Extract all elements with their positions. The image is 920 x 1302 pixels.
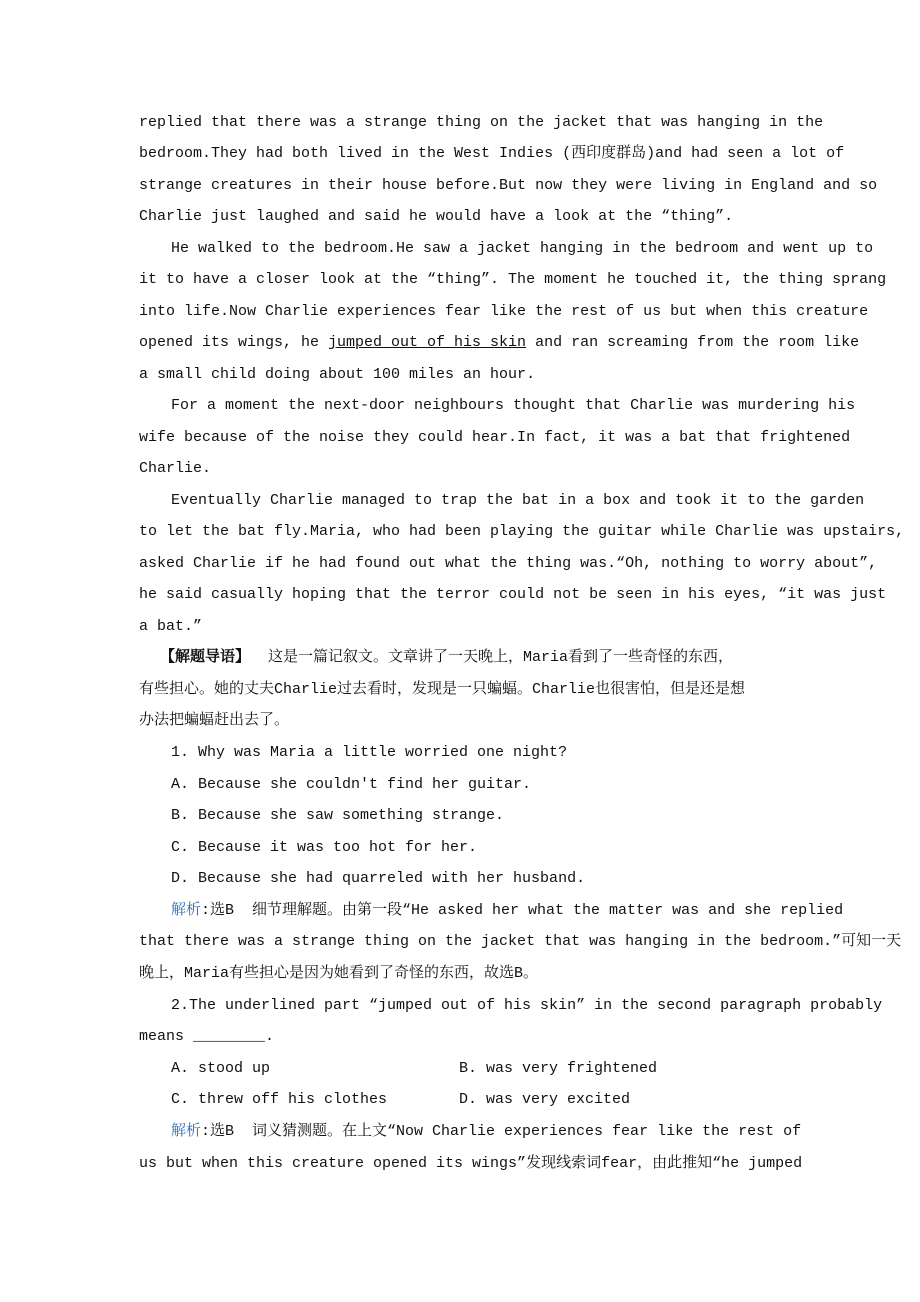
underlined-phrase: jumped out of his skin (328, 334, 527, 351)
passage-line: For a moment the next-door neighbours thought that Charlie was murdering his (171, 397, 856, 414)
passage-line: into life.Now Charlie experiences fear like the rest of us but when this creature (139, 303, 869, 320)
question-stem: 2.The underlined part “jumped out of his skin” in the second paragraph probably (171, 997, 883, 1014)
analysis-line: that there was a strange thing on the jacket that was hanging in the bedroom.”可知一天 (139, 933, 902, 950)
passage-line: Eventually Charlie managed to trap the bat in a box and took it to the garden (171, 492, 865, 509)
passage-line: He walked to the bedroom.He saw a jacket hanging in the bedroom and went up to (171, 240, 874, 257)
guide-tag: 【解题导语】 (160, 649, 251, 666)
guide-line (160, 648, 733, 668)
passage-line: to let the bat fly.Maria, who had been playing the guitar while Charlie was upstairs, (139, 523, 905, 540)
passage-line: Charlie. (139, 460, 212, 477)
guide-line: 办法把蝙蝠赶出去了。 (139, 712, 290, 729)
passage-line: a small child doing about 100 miles an hour. (139, 366, 536, 383)
option-c: C. threw off his clothes (171, 1091, 388, 1108)
passage-line: he said casually hoping that the terror could not be seen in his eyes, “it was just (139, 586, 887, 603)
analysis-line: us but when this creature opened its wings”发现线索词fear，由此推知“he jumped (139, 1155, 803, 1172)
question-stem: means ________. (139, 1028, 275, 1045)
passage-line: it to have a closer look at the “thing”. The moment he touched it, the thing sprang (139, 271, 887, 288)
analysis-label: 解析 (171, 1123, 202, 1140)
analysis-text: :选B 词义猜测题。在上文“Now Charlie experiences fear like the rest of (201, 1123, 802, 1140)
passage-line: strange creatures in their house before.But now they were living in England and so (139, 177, 878, 194)
analysis-line: 晚上，Maria有些担心是因为她看到了奇怪的东西，故选B。 (139, 965, 539, 982)
option-c: C. Because it was too hot for her. (171, 839, 478, 856)
line-text: and ran screaming from the room like (526, 334, 860, 351)
analysis-text: :选B 细节理解题。由第一段“He asked her what the matter was and she replied (201, 902, 844, 919)
analysis-line (171, 1122, 801, 1142)
analysis-label: 解析 (171, 902, 202, 919)
option-b: B. Because she saw something strange. (171, 807, 505, 824)
option-d: D. was very excited (459, 1091, 631, 1108)
passage-line: bedroom.They had both lived in the West Indies (西印度群岛)and had seen a lot of (139, 145, 845, 162)
option-a: A. stood up (171, 1060, 271, 1077)
passage-line (139, 333, 859, 353)
line-text: opened its wings, he (139, 334, 329, 351)
question-stem: 1. Why was Maria a little worried one night? (171, 744, 568, 761)
analysis-line (171, 901, 843, 921)
passage-line: wife because of the noise they could hear.In fact, it was a bat that frightened (139, 429, 851, 446)
passage-line: Charlie just laughed and said he would have a look at the “thing”. (139, 208, 734, 225)
passage-line: a bat.” (139, 618, 203, 635)
passage-line: asked Charlie if he had found out what the thing was.“Oh, nothing to worry about”, (139, 555, 878, 572)
guide-text: 这是一篇记叙文。文章讲了一天晚上，Maria看到了一些奇怪的东西， (250, 649, 734, 666)
option-d: D. Because she had quarreled with her husband. (171, 870, 586, 887)
option-b: B. was very frightened (459, 1060, 658, 1077)
passage-line: replied that there was a strange thing on the jacket that was hanging in the (139, 114, 824, 131)
guide-line: 有些担心。她的丈夫Charlie过去看时，发现是一只蝙蝠。Charlie也很害怕，但是还是想 (139, 681, 746, 698)
option-a: A. Because she couldn't find her guitar. (171, 776, 532, 793)
